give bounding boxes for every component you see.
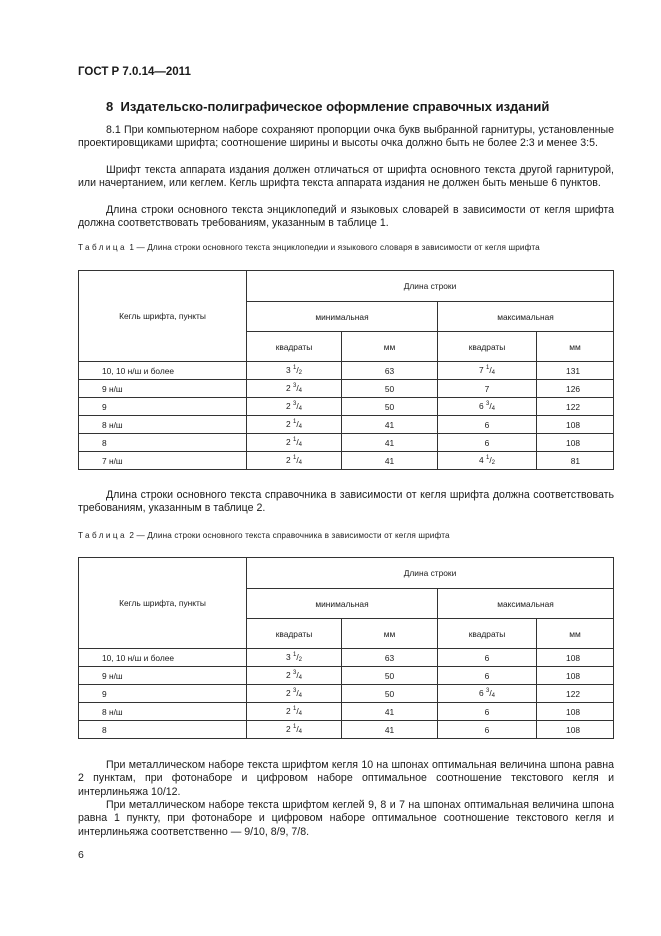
max-squares-cell bbox=[438, 398, 537, 416]
fraction-whole: 2 bbox=[285, 724, 291, 734]
col-header-max: максимальная bbox=[438, 589, 614, 619]
table-row bbox=[79, 416, 614, 434]
fraction-slash: / bbox=[296, 437, 299, 447]
max-mm-cell: 108 bbox=[537, 434, 614, 452]
font-size-cell: 10, 10 н/ш и более bbox=[79, 362, 247, 380]
section-number: 8 bbox=[106, 99, 114, 114]
font-size-cell: 9 н/ш bbox=[79, 380, 247, 398]
table1-caption bbox=[78, 242, 618, 253]
col-header-min: минимальная bbox=[247, 302, 438, 332]
min-mm-cell: 63 bbox=[342, 362, 438, 380]
paragraph-text: При металлическом наборе текста шрифтом кеглей 9, 8 и 7 на шпонах оптимальная величина шпона равна 1 пункту, при фотонаборе и цифровом наборе оптимальное соотношение текстового кегля и интерлиньяжа соответственно — 9/10, 8/9, 7/8. bbox=[78, 799, 614, 838]
min-squares-cell bbox=[247, 398, 342, 416]
fraction-part bbox=[291, 652, 302, 662]
fraction-part bbox=[484, 688, 495, 698]
table-caption-text: 2 — Длина строки основного текста справочника в зависимости от кегля шрифта bbox=[129, 531, 450, 540]
min-squares-cell bbox=[247, 649, 342, 667]
fraction-numerator: 3 bbox=[485, 688, 490, 694]
fraction-whole: 6 bbox=[478, 688, 484, 698]
paragraph-metal-set-9-8-7 bbox=[78, 799, 614, 839]
fraction-denominator: 4 bbox=[298, 460, 302, 466]
min-squares-cell bbox=[247, 685, 342, 703]
col-header-max-mm: мм bbox=[537, 332, 614, 362]
fraction-denominator: 4 bbox=[298, 729, 302, 735]
max-mm-cell: 122 bbox=[537, 685, 614, 703]
col-header-min-squares: квадраты bbox=[247, 619, 342, 649]
fraction-slash: / bbox=[296, 455, 299, 465]
paragraph-metal-set-10 bbox=[78, 759, 614, 799]
max-mm-cell: 131 bbox=[537, 362, 614, 380]
max-squares-cell bbox=[438, 703, 537, 721]
document-header: ГОСТ Р 7.0.14—2011 bbox=[78, 66, 191, 78]
paragraph-8-1 bbox=[78, 124, 614, 151]
max-squares-cell bbox=[438, 649, 537, 667]
fraction-part bbox=[291, 383, 302, 393]
max-squares-cell bbox=[438, 667, 537, 685]
fraction-numerator: 3 bbox=[292, 688, 297, 694]
col-header-min-mm: мм bbox=[342, 332, 438, 362]
fraction-slash: / bbox=[489, 455, 492, 465]
fraction-whole: 2 bbox=[285, 437, 291, 447]
fraction-slash: / bbox=[296, 401, 299, 411]
fraction-whole: 6 bbox=[478, 401, 484, 411]
fraction-denominator: 4 bbox=[298, 406, 302, 412]
paragraph-text: Шрифт текста аппарата издания должен отличаться от шрифта основного текста другой гарнитурой, или начертанием, или кеглем. Кегль шрифта текста аппарата издания не должен быть меньше 6 пунктов. bbox=[78, 164, 614, 190]
fraction-slash: / bbox=[296, 688, 299, 698]
min-mm-cell: 50 bbox=[342, 398, 438, 416]
table2-caption bbox=[78, 530, 618, 541]
max-squares-cell bbox=[438, 434, 537, 452]
table-row bbox=[79, 685, 614, 703]
fraction-numerator: 1 bbox=[292, 419, 297, 425]
table-row bbox=[79, 362, 614, 380]
table-row bbox=[79, 398, 614, 416]
font-size-cell: 9 н/ш bbox=[79, 667, 247, 685]
min-squares-cell bbox=[247, 703, 342, 721]
table-row bbox=[79, 721, 614, 739]
paragraph-text: Длина строки основного текста справочника в зависимости от кегля шрифта должна соответствовать требованиям, указанным в таблице 2. bbox=[78, 489, 614, 515]
fraction-part bbox=[484, 401, 495, 411]
fraction-part bbox=[291, 455, 302, 465]
min-mm-cell: 41 bbox=[342, 703, 438, 721]
fraction-whole: 2 bbox=[285, 670, 291, 680]
fraction-whole: 7 bbox=[484, 383, 490, 394]
fraction-whole: 2 bbox=[285, 688, 291, 698]
fraction-numerator: 3 bbox=[292, 401, 297, 407]
fraction-numerator: 1 bbox=[292, 652, 297, 658]
fraction-whole: 2 bbox=[285, 706, 291, 716]
fraction-slash: / bbox=[296, 706, 299, 716]
fraction-whole: 4 bbox=[478, 455, 484, 465]
min-mm-cell: 50 bbox=[342, 685, 438, 703]
min-mm-cell: 50 bbox=[342, 667, 438, 685]
min-squares-cell bbox=[247, 434, 342, 452]
min-mm-cell: 41 bbox=[342, 434, 438, 452]
max-mm-cell: 108 bbox=[537, 667, 614, 685]
fraction-denominator: 4 bbox=[298, 388, 302, 394]
col-header-max-mm: мм bbox=[537, 619, 614, 649]
col-header-min-squares: квадраты bbox=[247, 332, 342, 362]
fraction-whole: 6 bbox=[484, 419, 490, 430]
fraction-denominator: 2 bbox=[491, 460, 495, 466]
min-mm-cell: 50 bbox=[342, 380, 438, 398]
fraction-slash: / bbox=[489, 688, 492, 698]
fraction-part bbox=[291, 419, 302, 429]
fraction-slash: / bbox=[296, 383, 299, 393]
fraction-numerator: 1 bbox=[292, 706, 297, 712]
paragraph-text: 8.1 При компьютерном наборе сохраняют пропорции очка букв выбранной гарнитуры, установленные проектировщиками шрифта; соотношение ширины и высоты очка должно быть не более 2:3 и менее 3:5. bbox=[78, 124, 614, 150]
table-label: Таблица bbox=[78, 531, 127, 540]
col-header-line-length: Длина строки bbox=[247, 558, 614, 589]
table1 bbox=[78, 270, 614, 470]
fraction-whole: 2 bbox=[285, 401, 291, 411]
fraction-whole: 2 bbox=[285, 383, 291, 393]
max-mm-cell: 108 bbox=[537, 721, 614, 739]
max-mm-cell: 81 bbox=[537, 452, 614, 470]
min-squares-cell bbox=[247, 667, 342, 685]
fraction-part bbox=[291, 688, 302, 698]
fraction-whole: 3 bbox=[285, 365, 291, 375]
table-row bbox=[79, 667, 614, 685]
fraction-denominator: 4 bbox=[491, 370, 495, 376]
fraction-whole: 2 bbox=[285, 419, 291, 429]
font-size-cell: 8 н/ш bbox=[79, 703, 247, 721]
fraction-denominator: 2 bbox=[298, 657, 302, 663]
fraction-slash: / bbox=[296, 365, 299, 375]
min-mm-cell: 41 bbox=[342, 721, 438, 739]
fraction-numerator: 1 bbox=[292, 437, 297, 443]
fraction-denominator: 2 bbox=[298, 370, 302, 376]
min-mm-cell: 63 bbox=[342, 649, 438, 667]
fraction-numerator: 1 bbox=[292, 455, 297, 461]
fraction-part bbox=[291, 724, 302, 734]
table-row bbox=[79, 380, 614, 398]
fraction-slash: / bbox=[296, 652, 299, 662]
font-size-cell: 7 н/ш bbox=[79, 452, 247, 470]
fraction-part bbox=[484, 365, 495, 375]
font-size-cell: 9 bbox=[79, 685, 247, 703]
fraction-whole: 6 bbox=[484, 670, 490, 681]
max-mm-cell: 108 bbox=[537, 416, 614, 434]
min-squares-cell bbox=[247, 721, 342, 739]
paragraph-text: Длина строки основного текста энциклопедий и языковых словарей в зависимости от кегля шрифта должна соответствовать требованиям, указанным в таблице 1. bbox=[78, 204, 614, 230]
fraction-numerator: 1 bbox=[292, 724, 297, 730]
fraction-denominator: 4 bbox=[298, 711, 302, 717]
fraction-part bbox=[291, 401, 302, 411]
min-squares-cell bbox=[247, 380, 342, 398]
fraction-whole: 7 bbox=[478, 365, 484, 375]
fraction-slash: / bbox=[489, 401, 492, 411]
fraction-whole: 6 bbox=[484, 437, 490, 448]
section-title: Издательско-полиграфическое оформление справочных изданий bbox=[120, 99, 550, 114]
paragraph-text: При металлическом наборе текста шрифтом кегля 10 на шпонах оптимальная величина шпона равна 2 пунктам, при фотонаборе и цифровом наборе оптимальное соотношение текстового кегля и интерлиньяжа 10/12. bbox=[78, 759, 614, 798]
fraction-denominator: 4 bbox=[298, 442, 302, 448]
fraction-numerator: 1 bbox=[485, 365, 490, 371]
fraction-whole: 6 bbox=[484, 652, 490, 663]
fraction-denominator: 4 bbox=[491, 693, 495, 699]
col-header-min-mm: мм bbox=[342, 619, 438, 649]
fraction-denominator: 4 bbox=[491, 406, 495, 412]
fraction-part bbox=[291, 437, 302, 447]
fraction-part bbox=[291, 670, 302, 680]
col-header-font-size: Кегль шрифта, пункты bbox=[79, 558, 247, 649]
max-mm-cell: 122 bbox=[537, 398, 614, 416]
table-row bbox=[79, 703, 614, 721]
fraction-part bbox=[291, 365, 302, 375]
fraction-slash: / bbox=[296, 670, 299, 680]
col-header-min: минимальная bbox=[247, 589, 438, 619]
fraction-part bbox=[291, 706, 302, 716]
max-squares-cell bbox=[438, 416, 537, 434]
max-squares-cell bbox=[438, 362, 537, 380]
paragraph-line-length-reference bbox=[78, 489, 614, 516]
fraction-denominator: 4 bbox=[298, 693, 302, 699]
max-squares-cell bbox=[438, 380, 537, 398]
min-mm-cell: 41 bbox=[342, 452, 438, 470]
max-squares-cell bbox=[438, 452, 537, 470]
table-row bbox=[79, 649, 614, 667]
table-row bbox=[79, 434, 614, 452]
page-number: 6 bbox=[78, 849, 84, 861]
col-header-max: максимальная bbox=[438, 302, 614, 332]
min-mm-cell: 41 bbox=[342, 416, 438, 434]
table2 bbox=[78, 557, 614, 739]
fraction-numerator: 1 bbox=[292, 365, 297, 371]
table-caption-text: 1 — Длина строки основного текста энциклопедии и языкового словаря в зависимости от кегля шрифта bbox=[129, 243, 540, 252]
min-squares-cell bbox=[247, 452, 342, 470]
col-header-line-length: Длина строки bbox=[247, 271, 614, 302]
fraction-numerator: 3 bbox=[292, 383, 297, 389]
min-squares-cell bbox=[247, 362, 342, 380]
fraction-numerator: 3 bbox=[485, 401, 490, 407]
col-header-max-squares: квадраты bbox=[438, 619, 537, 649]
min-squares-cell bbox=[247, 416, 342, 434]
paragraph-line-length-encyclopedia bbox=[78, 204, 614, 231]
max-squares-cell bbox=[438, 721, 537, 739]
font-size-cell: 9 bbox=[79, 398, 247, 416]
fraction-denominator: 4 bbox=[298, 424, 302, 430]
col-header-font-size: Кегль шрифта, пункты bbox=[79, 271, 247, 362]
font-size-cell: 8 н/ш bbox=[79, 416, 247, 434]
max-squares-cell bbox=[438, 685, 537, 703]
fraction-whole: 2 bbox=[285, 455, 291, 465]
max-mm-cell: 108 bbox=[537, 703, 614, 721]
font-size-cell: 10, 10 н/ш и более bbox=[79, 649, 247, 667]
max-mm-cell: 108 bbox=[537, 649, 614, 667]
col-header-max-squares: квадраты bbox=[438, 332, 537, 362]
font-size-cell: 8 bbox=[79, 434, 247, 452]
table-row bbox=[79, 452, 614, 470]
fraction-numerator: 3 bbox=[292, 670, 297, 676]
paragraph-apparatus-font bbox=[78, 164, 614, 191]
fraction-denominator: 4 bbox=[298, 675, 302, 681]
fraction-slash: / bbox=[296, 724, 299, 734]
fraction-numerator: 1 bbox=[485, 455, 490, 461]
fraction-whole: 6 bbox=[484, 724, 490, 735]
font-size-cell: 8 bbox=[79, 721, 247, 739]
fraction-part bbox=[484, 455, 495, 465]
fraction-whole: 6 bbox=[484, 706, 490, 717]
table-label: Таблица bbox=[78, 243, 127, 252]
fraction-slash: / bbox=[489, 365, 492, 375]
section-heading bbox=[106, 99, 549, 114]
fraction-slash: / bbox=[296, 419, 299, 429]
max-mm-cell: 126 bbox=[537, 380, 614, 398]
fraction-whole: 3 bbox=[285, 652, 291, 662]
